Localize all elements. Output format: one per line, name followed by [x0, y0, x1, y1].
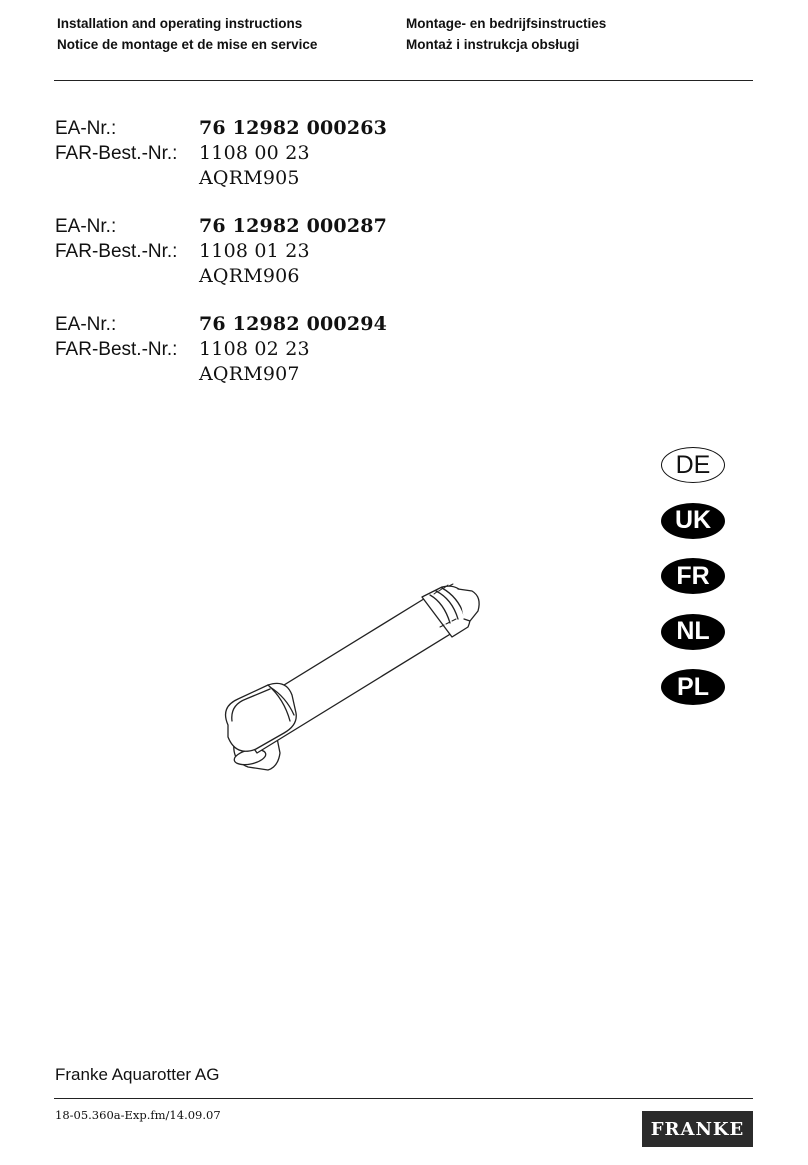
bottom-divider — [54, 1098, 753, 1099]
faucet-illustration — [210, 575, 500, 785]
language-badge-de[interactable]: DE — [661, 447, 725, 483]
language-selector — [661, 447, 725, 725]
far-value: 1108 02 23 — [199, 338, 310, 360]
far-value: 1108 00 23 — [199, 142, 310, 164]
model-number: AQRM907 — [199, 363, 300, 385]
top-divider — [54, 80, 753, 81]
ea-label: EA-Nr.: — [55, 314, 117, 335]
language-badge-pl[interactable]: PL — [661, 669, 725, 705]
language-badge-uk[interactable]: UK — [661, 503, 725, 539]
far-label: FAR-Best.-Nr.: — [55, 241, 178, 262]
far-label: FAR-Best.-Nr.: — [55, 143, 178, 164]
franke-logo — [642, 1111, 753, 1147]
header-right-line1: Montage- en bedrijfsinstructies — [406, 16, 607, 31]
language-badge-nl[interactable]: NL — [661, 614, 725, 650]
header-left — [57, 13, 317, 55]
document-reference: 18-05.360a-Exp.fm/14.09.07 — [55, 1108, 221, 1122]
ea-value: 76 12982 000287 — [199, 215, 388, 237]
far-label: FAR-Best.-Nr.: — [55, 339, 178, 360]
language-badge-fr[interactable]: FR — [661, 558, 725, 594]
ea-value: 76 12982 000263 — [199, 117, 388, 139]
model-number: AQRM906 — [199, 265, 300, 287]
far-value: 1108 01 23 — [199, 240, 310, 262]
header-left-line1: Installation and operating instructions — [57, 16, 303, 31]
header-right-line2: Montaż i instrukcja obsługi — [406, 37, 580, 52]
company-name: Franke Aquarotter AG — [55, 1065, 220, 1084]
ea-value: 76 12982 000294 — [199, 313, 388, 335]
ea-label: EA-Nr.: — [55, 118, 117, 139]
model-number: AQRM905 — [199, 167, 300, 189]
header-left-line2: Notice de montage et de mise en service — [57, 37, 318, 52]
ea-label: EA-Nr.: — [55, 216, 117, 237]
logo-text: FRANKE — [650, 1118, 745, 1140]
header-right — [406, 13, 606, 55]
